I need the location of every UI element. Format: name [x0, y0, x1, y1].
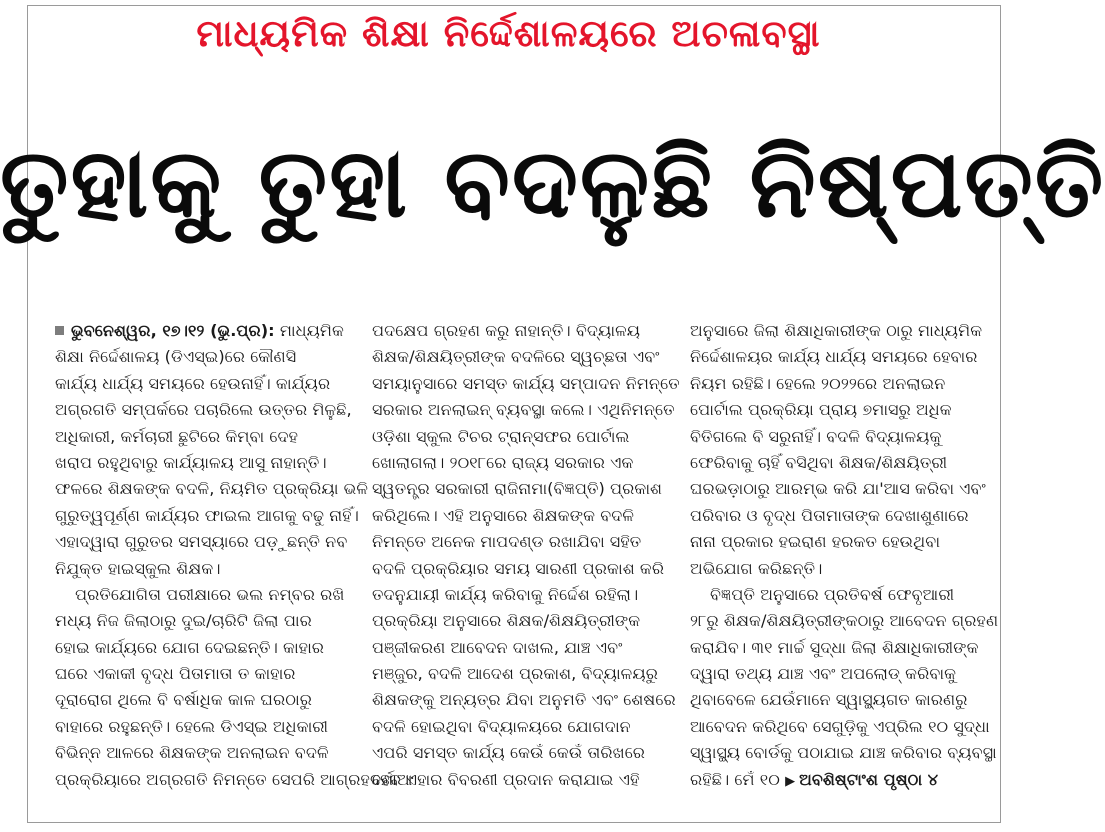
article-line: ବିଭିନ୍ନ ଆଳରେ ଶିକ୍ଷକଙ୍କ ଅନଲାଇନ ବଦଳି	[55, 743, 329, 763]
article-line: ବଦଳି ପ୍ରକ୍ରିୟାର ସମୟ ସାରଣୀ ପ୍ରକାଶ କରି	[372, 558, 665, 578]
article-line: କାର୍ଯ୍ୟ ଧାର୍ଯ୍ୟ ସମୟରେ ହେଉନାହିଁ। କାର୍ଯ୍ୟର	[55, 373, 331, 393]
square-bullet-icon	[55, 326, 64, 335]
article-line: ଏହାଦ୍ୱାରା ଗୁରୁତର ସମସ୍ୟାରେ ପଡ଼ୁଛନ୍ତି ନବ	[55, 532, 348, 552]
article-line: ଅଗ୍ରଗତି ସମ୍ପର୍କରେ ପଚାରିଲେ ଉତ୍ତର ମିଳୁଛି,	[55, 400, 352, 420]
article-line: ଶିକ୍ଷକ/ଶିକ୍ଷୟିତ୍ରୀଙ୍କ ବଦଳିରେ ସ୍ୱଚ୍ଛତା ଏବଂ	[372, 347, 660, 367]
article-line: ପ୍ରକ୍ରିୟା ଅନୁସାରେ ଶିକ୍ଷକ/ଶିକ୍ଷୟିତ୍ରୀଙ୍କ	[372, 611, 641, 631]
article-line: ନିଯୁକ୍ତ ହାଇସ୍କୁଲ ଶିକ୍ଷକ।	[55, 558, 221, 578]
article-line	[690, 767, 980, 793]
article-line: ଶିକ୍ଷା ନିର୍ଦ୍ଦେଶାଳୟ (ଡିଏସ୍‌ଇ)ରେ କୌଣସି	[55, 347, 297, 367]
article-line: ହୋଇ କାର୍ଯ୍ୟରେ ଯୋଗ ଦେଇଛନ୍ତି। କାହାର	[55, 637, 325, 657]
article-line: ଦୂରାରୋଗ ଥିଲେ ବି ବର୍ଷାଧିକ କାଳ ଘରଠାରୁ	[55, 690, 312, 710]
article-text: ରହିଛି। ମେଁ ୧୦	[690, 769, 780, 789]
article-line: ମଞ୍ଜୁର, ବଦଳି ଆଦେଶ ପ୍ରକାଶ, ବିଦ୍ୟାଳୟରୁ	[372, 664, 658, 684]
article-line: ହେବ ଏହାର ବିବରଣୀ ପ୍ରଦାନ କରାଯାଇ ଏହି	[372, 769, 640, 789]
article-line: ଦ୍ୱାରା ତଥ୍ୟ ଯାଞ୍ଚ ଏବଂ ଅପଲୋଡ୍ କରିବାକୁ	[690, 664, 957, 684]
article-line: ନିମନ୍ତେ ଅନେକ ମାପଦଣ୍ଡ ରଖାଯିବା ସହିତ	[372, 532, 642, 552]
article-line: ଅଧିକାରୀ, କର୍ମଚାରୀ ଛୁଟିରେ କିମ୍ବା ଦେହ	[55, 426, 299, 446]
article-column-1	[55, 318, 413, 793]
article-line: ଅଭିଯୋଗ କରିଛନ୍ତି।	[690, 558, 823, 578]
main-headline: ତୁହାକୁ ତୁହା ବଦଳୁଛି ନିଷ୍ପତ୍ତି	[0, 127, 1105, 239]
article-line: ପଞ୍ଜୀକରଣ ଆବେଦନ ଦାଖଲ, ଯାଞ୍ଚ ଏବଂ	[372, 637, 623, 657]
article-column-3	[690, 318, 999, 793]
article-line: ଘରଭଡ଼ାଠାରୁ ଆରମ୍ଭ କରି ଯା'ଆସ କରିବା ଏବଂ	[690, 479, 986, 499]
article-line: ତଦନୁଯାୟୀ କାର୍ଯ୍ୟ କରିବାକୁ ନିର୍ଦ୍ଦେଶ ରହିଲା।	[372, 584, 639, 604]
article-line: ସରକାର ଅନଲାଇନ୍ ବ୍ୟବସ୍ଥା କଲେ। ଏଥିନିମନ୍ତେ	[372, 400, 675, 420]
article-line: ପଦକ୍ଷେପ ଗ୍ରହଣ କରୁ ନାହାନ୍ତି। ବିଦ୍ୟାଳୟ	[372, 321, 641, 340]
article-line: ବିତିଗଲେ ବି ସରୁନାହିଁ। ବଦଳି ବିଦ୍ୟାଳୟକୁ	[690, 426, 942, 446]
article-line: ଫେରିବାକୁ ଚାହିଁ ବସିଥିବା ଶିକ୍ଷକ/ଶିକ୍ଷୟିତ୍ରୀ	[690, 452, 948, 472]
article-line: ଖରାପ ରହୁଥିବାରୁ କାର୍ଯ୍ୟାଳୟ ଆସୁ ନାହାନ୍ତି।	[55, 452, 327, 472]
continued-on-page	[785, 770, 938, 789]
article-line: ଶିକ୍ଷକଙ୍କୁ ଅନ୍ୟତ୍ର ଯିବା ଅନୁମତି ଏବଂ ଶେଷରେ	[372, 690, 676, 710]
triangle-right-icon: ▶	[785, 773, 796, 789]
article-line: ପରିବାର ଓ ବୃଦ୍ଧ ପିତାମାତାଙ୍କ ଦେଖାଶୁଣାରେ	[690, 505, 969, 525]
article-line: ଏପରି ସମସ୍ତ କାର୍ଯ୍ୟ କେଉଁ କେଉଁ ତାରିଖରେ	[372, 743, 646, 763]
article-line: ବାହାରେ ରହୁଛନ୍ତି। ହେଲେ ଡିଏସ୍‌ଇ ଅଧିକାରୀ	[55, 716, 329, 736]
article-line: ଥିବାବେଳେ ଯେଉଁମାନେ ସ୍ୱାସ୍ଥ୍ୟଗତ କାରଣରୁ	[690, 690, 968, 710]
article-line: ବଦଳି ହୋଇଥିବା ବିଦ୍ୟାଳୟରେ ଯୋଗଦାନ	[372, 716, 631, 736]
article-line: ଆବେଦନ କରିଥିବେ ସେଗୁଡ଼ିକୁ ଏପ୍ରିଲ ୧୦ ସୁଦ୍ଧା	[690, 716, 990, 736]
article-line: ଅନୁସାରେ ଜିଲା ଶିକ୍ଷାଧିକାରୀଙ୍କ ଠାରୁ ମାଧ୍ୟମିକ	[690, 321, 983, 340]
article-line: ଓଡ଼ିଶା ସ୍କୁଲ ଟିଚର ଟ୍ରାନ୍ସଫର ପୋର୍ଟାଲ	[372, 426, 630, 446]
article-line: କରିଥିଲେ। ଏହି ଅନୁସାରେ ଶିକ୍ଷକଙ୍କ ବଦଳି	[372, 505, 635, 525]
article-line: ନାନା ପ୍ରକାର ହଇରାଣ ହରକତ ହେଉଥିବା	[690, 532, 941, 552]
article-line: ଗୁରୁତ୍ୱପୂର୍ଣ୍ଣ କାର୍ଯ୍ୟର ଫାଇଲ ଆଗକୁ ବଢୁ ନାହିଁ।	[55, 505, 359, 525]
article-line: ନିର୍ଦ୍ଦେଶାଳୟର କାର୍ଯ୍ୟ ଧାର୍ଯ୍ୟ ସମୟରେ ହେବାର	[690, 347, 978, 367]
article-line: ୨୮ରୁ ଶିକ୍ଷକ/ଶିକ୍ଷୟିତ୍ରୀଙ୍କଠାରୁ ଆବେଦନ ଗ୍ରହଣ	[690, 611, 999, 631]
article-line	[55, 318, 360, 344]
article-line: ଖୋଲାଗଲା। ୨୦୧୮ରେ ରାଜ୍ୟ ସରକାର ଏକ	[372, 452, 634, 472]
article-line: ପୋର୍ଟାଲ ପ୍ରକ୍ରିୟା ପ୍ରାୟ ୭ମାସରୁ ଅଧିକ	[690, 400, 952, 420]
article-line: ସ୍ୱାସ୍ଥ୍ୟ ବୋର୍ଡକୁ ପଠାଯାଇ ଯାଞ୍ଚ କରିବାର ବ୍ୟବସ୍ଥା	[690, 743, 997, 763]
article-line: ପ୍ରତିଯୋଗିତା ପରୀକ୍ଷାରେ ଭଲ ନମ୍ବର ରଖି	[75, 584, 345, 604]
article-line: ପ୍ରକ୍ରିୟାରେ ଅଗ୍ରଗତି ନିମନ୍ତେ ସେପରି ଆଗ୍ରହଦର୍ଶାଆ	[55, 769, 413, 789]
article-text: ମାଧ୍ୟମିକ	[279, 321, 344, 340]
article-line: ସ୍ୱତନ୍ତ୍ର ସରକାରୀ ରାଜିନାମା(ବିଜ୍ଞପ୍ତି) ପ୍ରକାଶ	[372, 479, 663, 499]
kicker-headline: ମାଧ୍ୟମିକ ଶିକ୍ଷା ନିର୍ଦ୍ଦେଶାଳୟରେ ଅଚଳାବସ୍ଥା	[196, 12, 821, 55]
dateline: ଭୁବନେଶ୍ୱର, ୧୭।୧୨ (ଭୁ.ପ୍ର):	[71, 321, 275, 340]
article-line: ମଧ୍ୟ ନିଜ ଜିଲାଠାରୁ ଦୁଇ/ଚାରିଟି ଜିଲା ପାର	[55, 611, 312, 631]
article-line: ଫଳରେ ଶିକ୍ଷକଙ୍କ ବଦଳି, ନିୟମିତ ପ୍ରକ୍ରିୟା ଭଳି	[55, 479, 369, 499]
article-line: ନିୟମ ରହିଛି। ହେଲେ ୨୦୨୨ରେ ଅନଲାଇନ	[690, 373, 946, 393]
article-line: ସମୟାନୁସାରେ ସମସ୍ତ କାର୍ଯ୍ୟ ସମ୍ପାଦନ ନିମନ୍ତେ	[372, 373, 680, 393]
continued-label: ଅବଶିଷ୍ଟାଂଶ ପୃଷ୍ଠା ୪	[799, 769, 939, 789]
article-line: ଘରେ ଏକାକୀ ବୃଦ୍ଧ ପିତାମାତା ତ କାହାର	[55, 664, 296, 684]
article-line: ବିଜ୍ଞପ୍ତି ଅନୁସାରେ ପ୍ରତିବର୍ଷ ଫେବୃଆରୀ	[710, 584, 955, 604]
article-column-2	[372, 318, 680, 793]
article-line: କରାଯିବ। ୩୧ ମାର୍ଚ୍ଚ ସୁଦ୍ଧା ଜିଲା ଶିକ୍ଷାଧିକାରୀଙ୍କ	[690, 637, 979, 657]
